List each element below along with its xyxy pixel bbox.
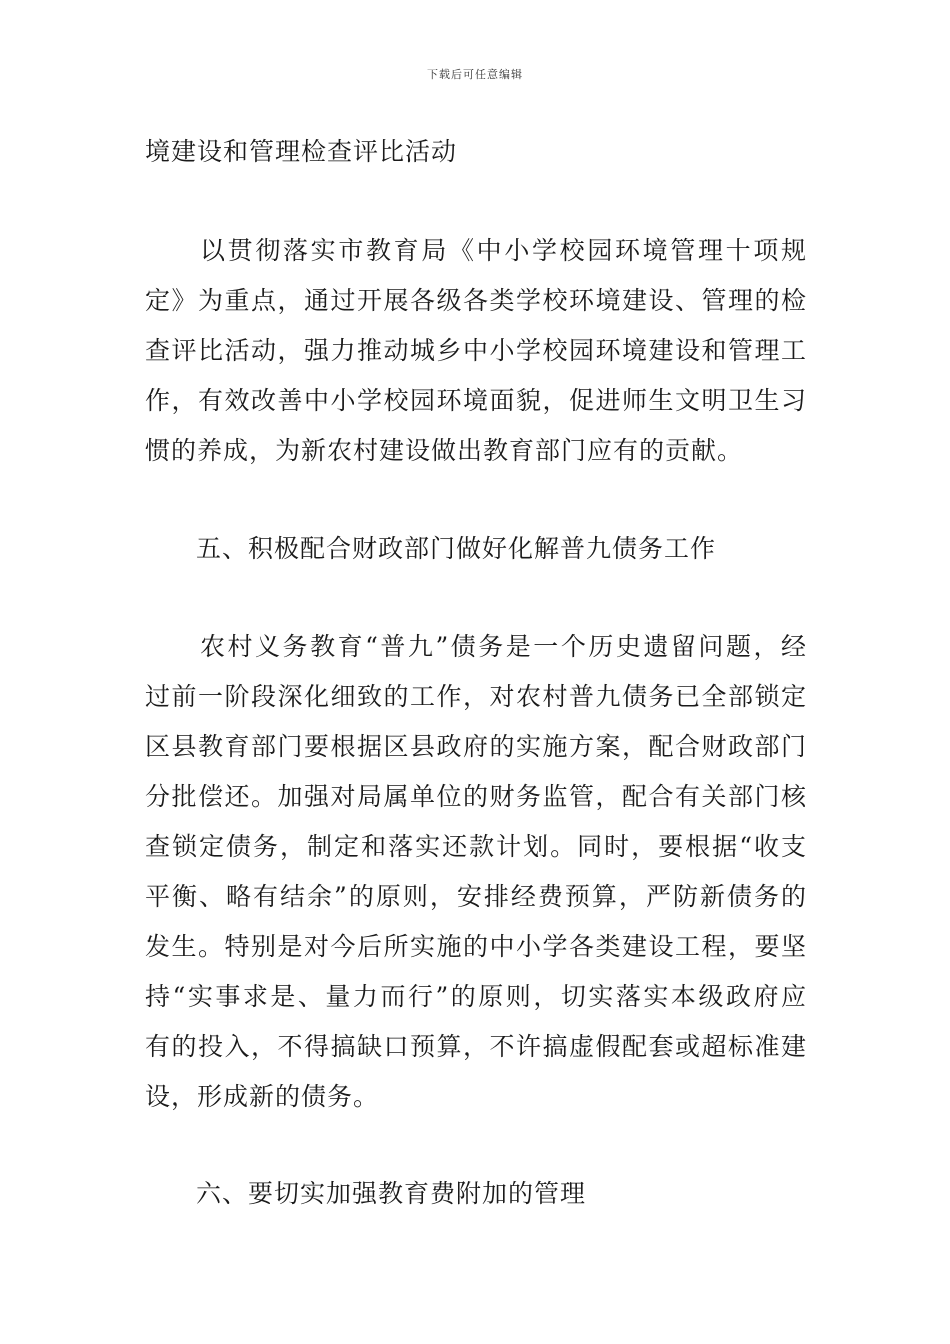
text-line: 定》为重点，通过开展各级各类学校环境建设、管理的检: [145, 286, 807, 315]
section-heading-6: 六、要切实加强教育费附加的管理: [196, 1179, 587, 1208]
text-line: 分批偿还。加强对局属单位的财务监管，配合有关部门核: [145, 782, 807, 811]
text-line: 平衡、略有结余”的原则，安排经费预算，严防新债务的: [145, 882, 807, 911]
paragraph-campus-environment: [145, 226, 807, 476]
text-line: 作，有效改善中小学校园环境面貌，促进师生文明卫生习: [145, 386, 807, 415]
text-line: 有的投入，不得搞缺口预算，不许搞虚假配套或超标准建: [145, 1032, 807, 1061]
text-line: 惯的养成，为新农村建设做出教育部门应有的贡献。: [145, 436, 744, 465]
section-heading-5: 五、积极配合财政部门做好化解普九债务工作: [196, 534, 717, 563]
text-line: 发生。特别是对今后所实施的中小学各类建设工程，要坚: [145, 932, 807, 961]
text-line: 农村义务教育“普九”债务是一个历史遗留问题，经: [200, 632, 807, 661]
text-line: 查评比活动，强力推动城乡中小学校园环境建设和管理工: [145, 336, 807, 365]
header-note: 下载后可任意编辑: [427, 68, 523, 81]
text-line: 境建设和管理检查评比活动: [145, 137, 458, 166]
text-line: 查锁定债务，制定和落实还款计划。同时，要根据“收支: [145, 832, 807, 861]
text-line: 以贯彻落实市教育局《中小学校园环境管理十项规: [200, 236, 807, 265]
text-line: 设，形成新的债务。: [145, 1082, 380, 1111]
text-line: 持“实事求是、量力而行”的原则，切实落实本级政府应: [145, 982, 807, 1011]
text-line: 过前一阶段深化细致的工作，对农村普九债务已全部锁定: [145, 682, 807, 711]
continued-heading: [145, 127, 807, 177]
text-line: 区县教育部门要根据区县政府的实施方案，配合财政部门: [145, 732, 807, 761]
paragraph-debt-resolution: [145, 622, 807, 1122]
